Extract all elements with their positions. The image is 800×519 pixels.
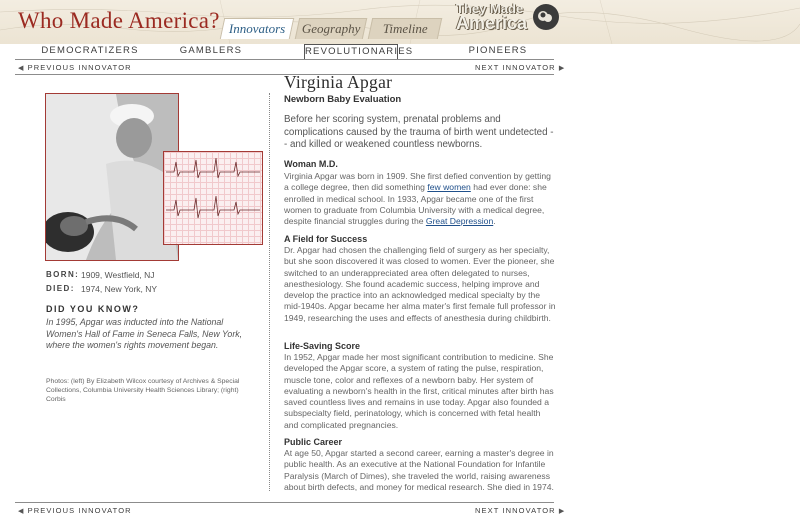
site-header [0, 0, 800, 44]
arrow-right-icon: ▶ [558, 65, 566, 72]
nav-democratizers[interactable]: DEMOCRATIZERS [41, 45, 139, 56]
arrow-left-icon: ◀ [18, 508, 25, 515]
section-text-life-saving-score: In 1952, Apgar made her most significant contribution to medicine. She developed the Apgar score, a system of rating the pulse, respiration, muscle tone, color and reflexes of a newborn baby. Her system of evaluating a newborn's health in the first, critical minutes after birth has saved countless lives and remains in use today. Apgar also founded a subspecialty field, perinatology, which is concerned with fetal health and complicated pregnancies. [284, 352, 554, 430]
tab-geography[interactable]: Geography [295, 18, 367, 39]
born-value: 1909, Westfield, NJ [81, 270, 155, 280]
arrow-left-icon: ◀ [18, 65, 25, 72]
died-value: 1974, New York, NY [81, 284, 158, 294]
apgar-portrait-photo [45, 93, 179, 261]
tab-innovators[interactable]: Innovators [220, 18, 294, 39]
section-text-public-career: At age 50, Apgar started a second career, earning a master's degree in public health. As an executive at the National Foundation for Infantile Paralysis (March of Dimes), she traveled the world, raising awareness about birth defects, and money for medical research. She died in 1974. [284, 448, 554, 492]
arrow-right-icon: ▶ [558, 508, 566, 515]
pager-rule-bottom [15, 502, 554, 503]
born-label: BORN: [46, 270, 80, 279]
nav-revolutionaries[interactable]: REVOLUTIONARIES [304, 44, 398, 60]
tab-timeline[interactable]: Timeline [368, 18, 442, 39]
few-women-link[interactable]: few women [427, 182, 471, 193]
category-nav [0, 44, 800, 60]
did-you-know-title: DID YOU KNOW? [46, 304, 140, 314]
innovator-subtitle: Newborn Baby Evaluation [284, 94, 402, 105]
section-text-field-for-success: Dr. Apgar had chosen the challenging field of surgery as her specialty, but she soon discovered it was closed to women. Ever the pioneer, she switched to an underappreciated area often delegated to nurses, anesthesiology. She found academic success, helping improve and develop the practice into an acknowledged medical specialty by the mid-1940s. Apgar became her alma mater's first female full professor in 1949, researching the uses and effects of anesthesia during childbirth. [284, 245, 556, 323]
column-divider [269, 93, 270, 491]
previous-innovator-link-bottom[interactable]: ◀ PREVIOUS INNOVATOR [18, 506, 132, 515]
they-made-america-logo[interactable]: They Made America [456, 1, 528, 33]
previous-innovator-link-top[interactable]: ◀ PREVIOUS INNOVATOR [18, 63, 132, 72]
section-heading-life-saving-score: Life-Saving Score [284, 341, 361, 351]
ekg-chart-photo [163, 151, 263, 245]
next-innovator-link-bottom[interactable]: NEXT INNOVATOR ▶ [475, 506, 566, 515]
section-text-woman-md: Virginia Apgar was born in 1909. She first defied convention by getting a college degree, then did something few women had ever done: she enrolled in medical school. In 1933, Apgar became one of the first women to graduate from Columbia University with a medical degree, despite financial struggles during the Great Depression. [284, 171, 551, 227]
nav-pioneers[interactable]: PIONEERS [468, 45, 528, 56]
section-heading-woman-md: Woman M.D. [284, 159, 338, 169]
next-innovator-link-top[interactable]: NEXT INNOVATOR ▶ [475, 63, 566, 72]
nav-rule-top [15, 59, 554, 60]
site-title[interactable]: Who Made America? [18, 8, 220, 33]
innovator-name: Virginia Apgar [284, 72, 393, 92]
died-label: DIED: [46, 284, 75, 293]
photo-credits: Photos: (left) By Elizabeth Wilcox courtesy of Archives & Special Collections, Columbia University Health Sciences Library; (right) Corbis [46, 378, 240, 403]
great-depression-link[interactable]: Great Depression [425, 216, 494, 227]
section-heading-public-career: Public Career [284, 437, 343, 447]
section-heading-field-for-success: A Field for Success [284, 234, 368, 244]
nav-gamblers[interactable]: GAMBLERS [179, 45, 243, 56]
pbs-logo-icon[interactable] [533, 4, 559, 30]
did-you-know-text: In 1995, Apgar was inducted into the National Women's Hall of Fame in Seneca Falls, New York, where the women's rights movement began. [46, 317, 243, 350]
intro-paragraph: Before her scoring system, prenatal problems and complications caused by the trauma of birth went undetected -- and killed or weakened countless newborns. [284, 114, 554, 150]
